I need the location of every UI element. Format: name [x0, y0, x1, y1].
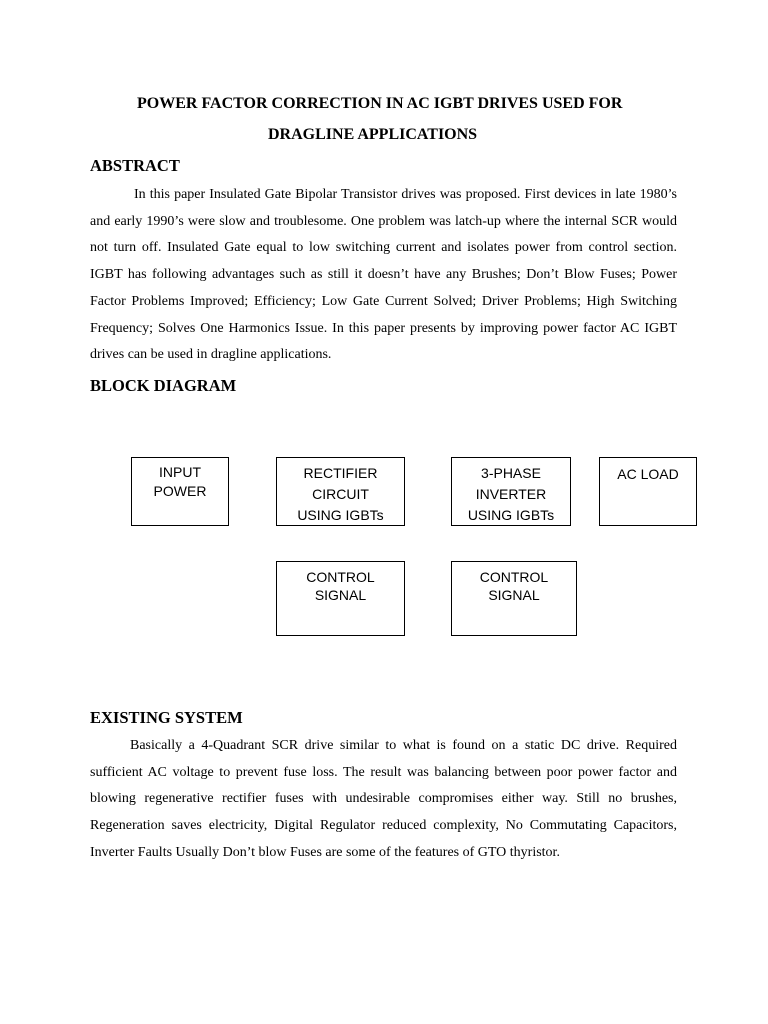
document-title-line-1: POWER FACTOR CORRECTION IN AC IGBT DRIVES USED FOR — [137, 95, 623, 112]
box-label-line: INPUT — [159, 464, 201, 480]
input-power-box — [131, 457, 229, 526]
document-title-line-2: DRAGLINE APPLICATIONS — [268, 126, 478, 143]
control-signal-box-inverter — [451, 561, 577, 636]
box-label-line: CIRCUIT — [312, 486, 369, 502]
control-signal-box-rectifier — [276, 561, 405, 636]
ac-load-box — [599, 457, 697, 526]
block-diagram-heading: BLOCK DIAGRAM — [90, 376, 237, 395]
box-label-line: SIGNAL — [314, 587, 367, 603]
existing-system-paragraph: Basically a 4-Quadrant SCR drive similar to what is found on a static DC drive. Required sufficient AC voltage to prevent fuse loss. The result was balancing between poor power factor and blowing regenerative rectifier fuses with undesirable compromises either way. Still no brushes, Regeneration saves electricity, Digital Regulator reduced complexity, No Commutating Capacitors, Inverter Faults Usually Don’t blow Fuses are some of the features of GTO thyristor. — [90, 738, 677, 860]
existing-system-heading: EXISTING SYSTEM — [90, 708, 243, 727]
box-label-line: CONTROL — [479, 569, 549, 585]
box-label-line: 3-PHASE — [481, 465, 541, 481]
box-label-line: USING IGBTs — [467, 507, 555, 523]
three-phase-inverter-box — [451, 457, 571, 526]
abstract-heading: ABSTRACT — [90, 156, 180, 175]
box-label-line: POWER — [153, 483, 207, 499]
box-label-line: AC LOAD — [617, 466, 679, 482]
box-label-line: USING IGBTs — [297, 507, 384, 523]
box-label-line: RECTIFIER — [303, 465, 378, 481]
abstract-paragraph: In this paper Insulated Gate Bipolar Transistor drives was proposed. First devices in late 1980’s and early 1990’s were slow and troublesome. One problem was latch-up where the internal SCR would not turn off. Insulated Gate equal to low switching current and isolates power from control section. IGBT has following advantages such as still it doesn’t have any Brushes; Don’t Blow Fuses; Power Factor Problems Improved; Efficiency; Low Gate Current Solved; Driver Problems; High Switching Frequency; Solves One Harmonics Issue. In this paper presents by improving power factor AC IGBT drives can be used in dragline applications. — [90, 187, 677, 363]
box-label-line: CONTROL — [306, 569, 375, 585]
rectifier-circuit-box — [276, 457, 405, 526]
box-label-line: INVERTER — [475, 486, 547, 502]
box-label-line: SIGNAL — [488, 587, 540, 603]
